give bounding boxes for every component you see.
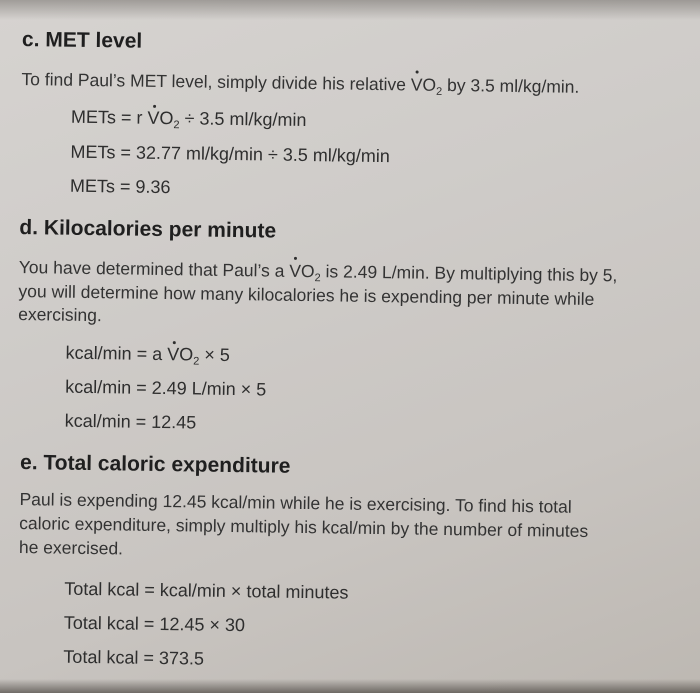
total-intro-line-3: he exercised. — [18, 537, 124, 559]
met-equation-3: METs = 9.36 — [69, 175, 171, 198]
kcal-eq1-left: kcal/min = a — [65, 342, 168, 365]
met-intro-text — [21, 68, 579, 105]
vo2-subscript: 2 — [435, 85, 443, 98]
met-intro-before: To find Paul’s MET level, simply divide his relative — [21, 69, 411, 95]
met-eq1-left: METs = r — [70, 106, 148, 128]
vo2-subscript: 2 — [193, 355, 200, 368]
vo2-v-dot: V — [410, 74, 423, 95]
heading-kilocalories-per-minute: d. Kilocalories per minute — [19, 216, 277, 243]
heading-total-caloric-expenditure: e. Total caloric expenditure — [19, 451, 291, 478]
total-equation-3: Total kcal = 373.5 — [63, 646, 205, 669]
met-equation-2: METs = 32.77 ml/kg/min ÷ 3.5 ml/kg/min — [70, 141, 391, 167]
met-eq1-right: ÷ 3.5 ml/kg/min — [179, 108, 307, 131]
kcal-equation-1 — [65, 343, 230, 368]
kcal-line1-before: You have determined that Paul’s a — [18, 257, 290, 281]
vo2-o: O — [300, 260, 315, 282]
total-intro-line-1: Paul is expending 12.45 kcal/min while he is exercising. To find his total — [19, 489, 572, 517]
vo2-o: O — [159, 107, 174, 129]
vo2-subscript: 2 — [173, 119, 180, 132]
heading-met-level: c. MET level — [21, 28, 143, 53]
kcal-equation-2: kcal/min = 2.49 L/min × 5 — [65, 376, 267, 400]
vo2-o: O — [179, 344, 194, 365]
vo2-v-dot: V — [289, 260, 302, 281]
kcal-eq1-right: × 5 — [199, 344, 230, 365]
kcal-equation-3: kcal/min = 12.45 — [64, 410, 197, 433]
vo2-v-dot: V — [147, 107, 160, 128]
vo2-subscript: 2 — [314, 272, 321, 285]
met-equation-1 — [71, 107, 307, 133]
kcal-intro-line-3: exercising. — [18, 304, 102, 326]
kcal-intro-line-2: you will determine how many kilocalories he is expending per minute while — [18, 281, 595, 310]
vo2-o: O — [422, 74, 437, 95]
vo2-v-dot: V — [167, 344, 180, 365]
page-bottom-edge — [0, 679, 700, 693]
total-intro-line-2: caloric expenditure, simply multiply his kcal/min by the number of minutes — [19, 513, 589, 541]
met-intro-after: by 3.5 ml/kg/min. — [442, 74, 580, 97]
kcal-line1-after: is 2.49 L/min. By multiplying this by 5, — [320, 261, 618, 286]
total-equation-2: Total kcal = 12.45 × 30 — [63, 612, 246, 636]
total-equation-1: Total kcal = kcal/min × total minutes — [64, 578, 349, 603]
